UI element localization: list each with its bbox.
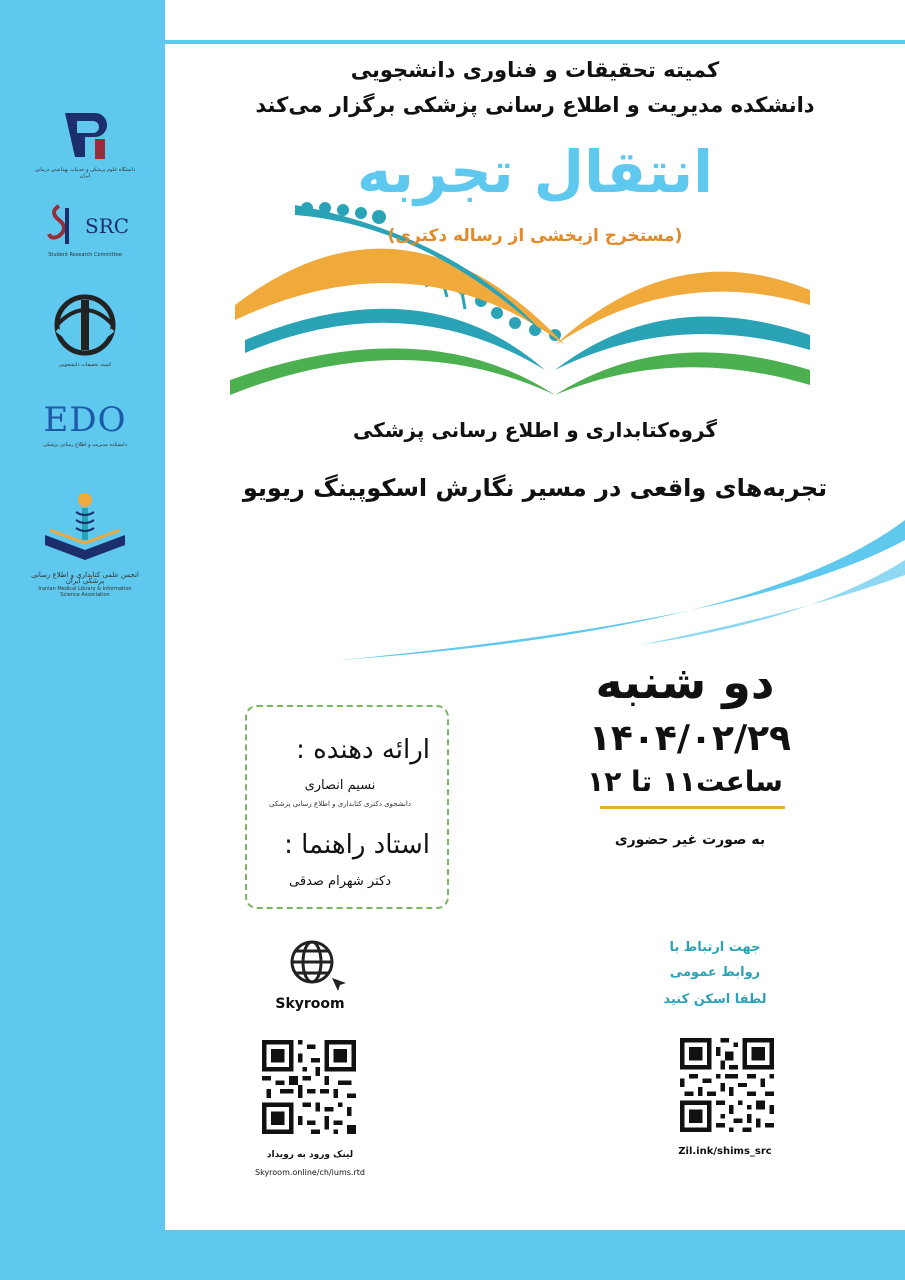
library-association-logo-icon <box>40 490 130 570</box>
book-page-left-green <box>230 348 555 395</box>
event-topic: تجربه‌های واقعی در مسیر نگارش اسکوپینگ ریویو <box>242 474 828 502</box>
contact-link[interactable]: Zil.ink/shims_src <box>678 1146 772 1157</box>
event-title: انتقال تجربه <box>357 138 713 206</box>
header-line-1: کمیته تحقیقات و فناوری دانشجویی <box>350 58 720 82</box>
event-date: ۱۴۰۴/۰۲/۲۹ <box>588 718 792 759</box>
advisor-label: استاد راهنما : <box>284 830 430 860</box>
department-group: گروه‌کتابداری و اطلاع رسانی پزشکی <box>352 418 718 442</box>
skyroom-link-url[interactable]: Skyroom.online/ch/iums.rtd <box>255 1168 365 1177</box>
bottom-strip <box>165 1230 905 1280</box>
research-committee-caption: کمیته تحقیقات دانشجویی <box>58 362 112 368</box>
library-association-caption: انجمن علمی کتابداری و اطلاع رسانی پزشکی ایران <box>31 571 139 585</box>
event-day: دو شنبه <box>595 655 775 709</box>
contact-line-3: لطفا اسکن کنید <box>663 992 767 1007</box>
presenter-role: دانشجوی دکتری کتابداری و اطلاع رسانی پزشکی <box>269 800 411 808</box>
skyroom-qr-code[interactable] <box>262 1040 356 1134</box>
book-page-right-green <box>555 352 810 395</box>
presenter-label: ارائه دهنده : <box>296 735 430 765</box>
event-mode: به صورت غیر حضوری <box>614 832 766 848</box>
header-line-2: دانشکده مدیریت و اطلاع رسانی پزشکی برگزار می‌کند <box>255 93 815 117</box>
src-logo <box>30 200 140 258</box>
edo-logo <box>30 400 140 448</box>
top-divider <box>165 40 905 44</box>
skyroom-link-label: لینک ورود به رویداد <box>266 1150 354 1160</box>
university-logo <box>30 105 140 179</box>
research-committee-logo-icon <box>45 290 125 360</box>
time-underline <box>600 806 785 809</box>
presenter-name: نسیم انصاری <box>304 778 376 793</box>
research-committee-logo <box>30 290 140 368</box>
event-time: ساعت۱۱ تا ۱۲ <box>587 765 783 798</box>
contact-line-1: جهت ارتباط با <box>669 940 761 955</box>
src-logo-caption: Student Research Committee <box>48 252 122 258</box>
library-association-logo <box>30 490 140 598</box>
globe-cursor-icon <box>288 938 353 993</box>
skyroom-label: Skyroom <box>275 996 345 1012</box>
decorative-swoosh <box>340 500 905 670</box>
university-logo-icon <box>55 105 115 165</box>
contact-line-2: روابط عمومی <box>669 965 761 980</box>
advisor-name: دکتر شهرام صدقی <box>289 874 391 889</box>
university-logo-caption: دانشگاه علوم پزشکی و خدمات بهداشتی درمانی ایران <box>34 167 136 179</box>
sidebar <box>0 0 165 1280</box>
contact-qr-code[interactable] <box>680 1038 774 1132</box>
edo-logo-caption: دانشکده مدیریت و اطلاع رسانی پزشکی <box>43 442 127 448</box>
edo-logo-text: EDO <box>43 400 127 440</box>
src-logo-text: SRC <box>85 214 130 238</box>
event-subtitle: (مستخرج ازبخشی از رساله دکتری) <box>387 226 683 246</box>
library-association-caption-en: Iranian Medical Library & Information Science Association <box>38 586 132 598</box>
